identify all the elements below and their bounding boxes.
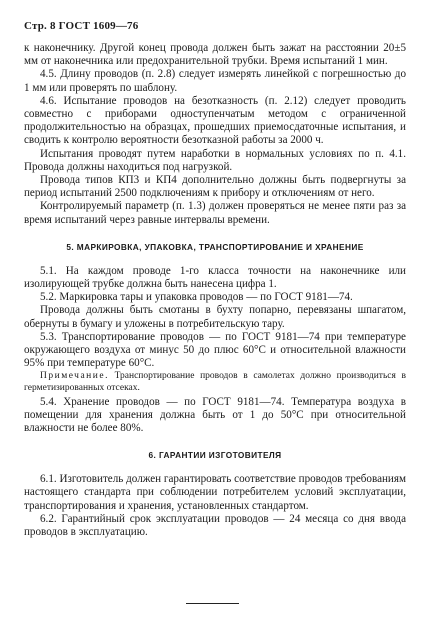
- note: [24, 371, 406, 394]
- paragraph-continuation: к наконечнику. Другой конец провода должен быть зажат на расстоянии 20±5 мм от наконечника или предохранительной трубки. Время испытаний 1 мин.: [24, 42, 406, 68]
- paragraph-5-4: 5.4. Хранение проводов — по ГОСТ 9181—74. Температура воздуха в помещении для хранения должна быть от 1 до 50°С при относительной влажности не более 80%.: [24, 395, 406, 435]
- paragraph-5-2: 5.2. Маркировка тары и упаковка проводов — по ГОСТ 9181—74.: [40, 291, 353, 304]
- paragraph-packing: Провода должны быть смотаны в бухту попарно, перевязаны шпагатом, обернуты в бумагу и уложены в потребительскую тару.: [24, 304, 406, 330]
- paragraph-6-1: 6.1. Изготовитель должен гарантировать соответствие проводов требованиям настоящего стандарта при соблюдении потребителем условий эксплуатации, транспортирования и хранения, установленных стандартом.: [24, 473, 406, 512]
- section-5-heading: 5. МАРКИРОВКА, УПАКОВКА, ТРАНСПОРТИРОВАНИЕ И ХРАНЕНИЕ: [66, 241, 364, 252]
- note-text: Транспортирование проводов в самолетах должно производиться в герметизированных отсеках.: [24, 371, 406, 394]
- paragraph-5-1: 5.1. На каждом проводе 1-го класса точности на наконечнике или изолирующей трубке должна быть нанесена цифра 1.: [24, 264, 406, 291]
- paragraph-tests-conditions: Испытания проводят путем наработки в нормальных условиях по п. 4.1. Провода должны находиться под нагрузкой.: [24, 147, 406, 173]
- paragraph-5-3: 5.3. Транспортирование проводов — по ГОСТ 9181—74 при температуре окружающего воздуха от минус 50 до плюс 60°С и относительной влажности 95% при температуре 60°С.: [24, 330, 406, 370]
- paragraph-controlled-parameter: Контролируемый параметр (п. 1.3) должен проверяться не менее пяти раз за время испытаний через равные интервалы времени.: [24, 200, 406, 226]
- document-body: [24, 42, 406, 539]
- section-6-heading: 6. ГАРАНТИИ ИЗГОТОВИТЕЛЯ: [148, 450, 282, 461]
- note-label: Примечание.: [40, 371, 109, 382]
- page-header: Стр. 8 ГОСТ 1609—76: [24, 20, 139, 32]
- paragraph-4-6: 4.6. Испытание проводов на безотказность (п. 2.12) следует проводить совместно с приборами одноступенчатым методом с ограниченной продолжительностью на образцах, прошедших приемосдаточные испытания, и сводить к контролю вероятности безотказной работы за 2000 ч.: [24, 94, 406, 147]
- paragraph-6-2: 6.2. Гарантийный срок эксплуатации проводов — 24 месяца со дня ввода проводов в эксплуатацию.: [24, 512, 406, 539]
- paragraph-4-5: 4.5. Длину проводов (п. 2.8) следует измерять линейкой с погрешностью до 1 мм или проверять по шаблону.: [24, 68, 406, 94]
- paragraph-kp-types: Провода типов КП3 и КП4 дополнительно должны быть подвергнуты за период испытаний 2500 подключениям к прибору и отключениям от него.: [24, 174, 406, 200]
- end-rule: [186, 603, 239, 604]
